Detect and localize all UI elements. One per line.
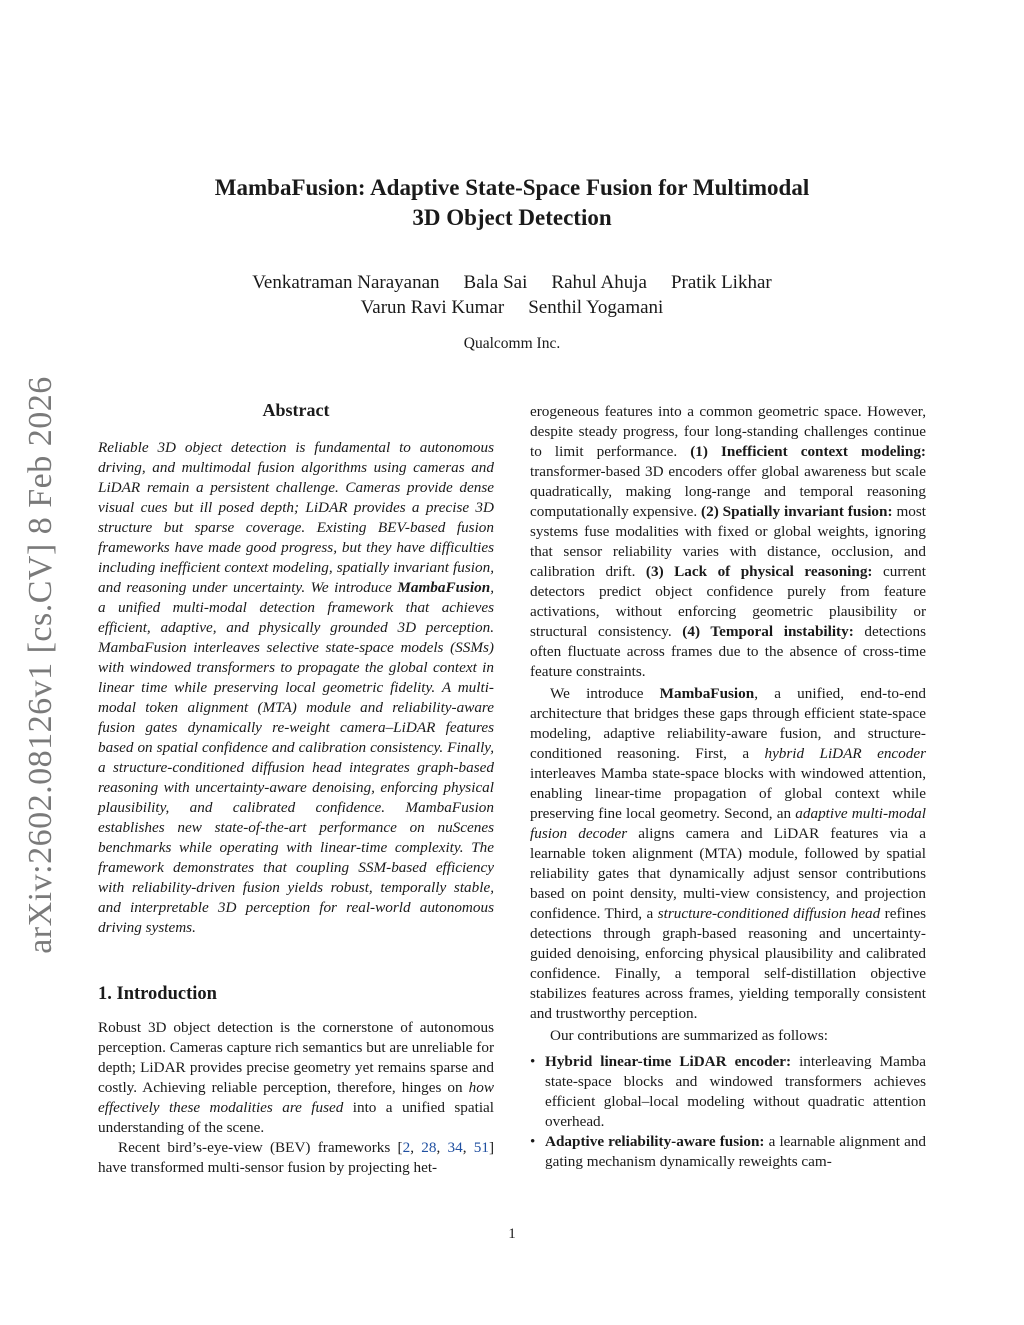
left-column <box>98 400 494 1178</box>
authors-row-1 <box>0 270 1024 295</box>
author-name: Senthil Yogamani <box>528 297 664 318</box>
list-item: • Adaptive reliability-aware fusion: a learnable alignment and gating mechanism dynamically reweights cam- <box>530 1132 926 1172</box>
paper-title <box>0 173 1024 233</box>
author-list <box>0 270 1024 320</box>
authors-row-2 <box>0 295 1024 320</box>
method-paragraph: We introduce MambaFusion, a unified, end-to-end architecture that bridges these gaps through efficient state-space modeling, adaptive reliability-aware fusion, and structure-conditioned reasoning. First, a hybrid LiDAR encoder interleaves Mamba state-space blocks with windowed attention, enabling linear-time propagation of global context while preserving fine local geometry. Second, an adaptive multi-modal fusion decoder aligns camera and LiDAR features via a learnable token alignment (MTA) module, followed by spatial reliability gates that dynamically adjust sensor contributions based on point density, multi-view consistency, and projection confidence. Third, a structure-conditioned diffusion head refines detections through graph-based reasoning and uncertainty-guided denoising, enforcing physical plausibility and calibrated confidence. Finally, a temporal self-distillation objective stabilizes features across frames, yielding temporally consistent and trustworthy perception. <box>530 685 927 1022</box>
intro-paragraph-1: Robust 3D object detection is the cornerstone of autonomous perception. Cameras capture rich semantics but are unreliable for depth; LiDAR provides precise geometry yet remains sparse and costly. Achieving reliable perception, therefore, hinges on how effectively these modalities are fused into a unified spatial understanding of the scene. <box>98 1019 494 1136</box>
right-column <box>530 402 926 1172</box>
challenges-paragraph: erogeneous features into a common geometric space. However, despite steady progress, four long-standing challenges continue to limit performance. (1) Inefficient context modeling: transformer-based 3D encoders offer global awareness but scale quadratically, making long-range and temporal reasoning computationally expensive. (2) Spatially invariant fusion: most systems fuse modalities with fixed or global weights, ignoring that sensor reliability varies with distance, occlusion, and calibration drift. (3) Lack of physical reasoning: current detectors predict object confidence purely from feature activations, without enforcing geometric plausibility or structural consistency. (4) Temporal instability: detections often fluctuate across frames due to the absence of cross-time feature constraints. <box>530 403 926 680</box>
title-line-1: MambaFusion: Adaptive State-Space Fusion for Multimodal <box>214 175 810 200</box>
author-name: Venkatraman Narayanan <box>252 272 440 293</box>
contributions-list <box>530 1052 926 1172</box>
list-item: • Hybrid linear-time LiDAR encoder: interleaving Mamba state-space blocks and windowed transformers achieves efficient global–local modeling without quadratic attention overhead. <box>530 1052 926 1132</box>
author-name: Bala Sai <box>463 272 528 293</box>
intro-heading: 1. Introduction <box>98 984 217 1004</box>
author-name: Pratik Likhar <box>670 272 772 293</box>
affiliation: Qualcomm Inc. <box>463 335 561 352</box>
citation-link[interactable]: 34 <box>447 1139 463 1156</box>
page-number: 1 <box>508 1226 516 1242</box>
citation-link[interactable]: 2 <box>402 1139 411 1156</box>
citation-link[interactable]: 51 <box>473 1139 489 1156</box>
method-name: MambaFusion <box>397 579 491 596</box>
abstract-heading: Abstract <box>262 400 330 420</box>
abstract-text: Reliable 3D object detection is fundamental to autonomous driving, and multimodal fusion algorithms using cameras and LiDAR remain a persistent challenge. Cameras provide dense visual cues but ill posed depth; LiDAR provides a precise 3D structure but sparse coverage. Existing BEV-based fusion frameworks have made good progress, but they have difficulties including inefficient context modeling, spatially invariant fusion, and reasoning under uncertainty. We introduce MambaFusion, a unified multi-modal detection framework that achieves efficient, adaptive, and physically grounded 3D perception. MambaFusion interleaves selective state-space models (SSMs) with windowed transformers to propagate the global context in linear time while preserving local geometric fidelity. A multi-modal token alignment (MTA) module and reliability-aware fusion gates dynamically re-weight camera–LiDAR features based on spatial confidence and calibration consistency. Finally, a structure-conditioned diffusion head integrates graph-based reasoning with uncertainty-aware denoising, enforcing physical plausibility, and calibrated confidence. MambaFusion establishes new state-of-the-art performance on nuScenes benchmarks while operating with linear-time complexity. The framework demonstrates that coupling SSM-based efficiency with reliability-driven fusion yields robust, temporally stable, and interpretable 3D perception for real-world autonomous driving systems. <box>98 439 494 936</box>
arxiv-stamp <box>21 376 61 954</box>
intro-paragraph-2: Recent bird’s-eye-view (BEV) frameworks [2, 28, 34, 51] have transformed multi-sensor fusion by projecting het- <box>98 1139 495 1176</box>
author-name: Varun Ravi Kumar <box>360 297 505 318</box>
contributions-intro: Our contributions are summarized as follows: <box>550 1027 828 1044</box>
citation-link[interactable]: 28 <box>421 1139 437 1156</box>
arxiv-id: arXiv:2602.08126v1 [cs.CV] 8 Feb 2026 <box>22 376 59 954</box>
author-name: Rahul Ahuja <box>551 272 647 293</box>
title-line-2: 3D Object Detection <box>412 205 612 230</box>
